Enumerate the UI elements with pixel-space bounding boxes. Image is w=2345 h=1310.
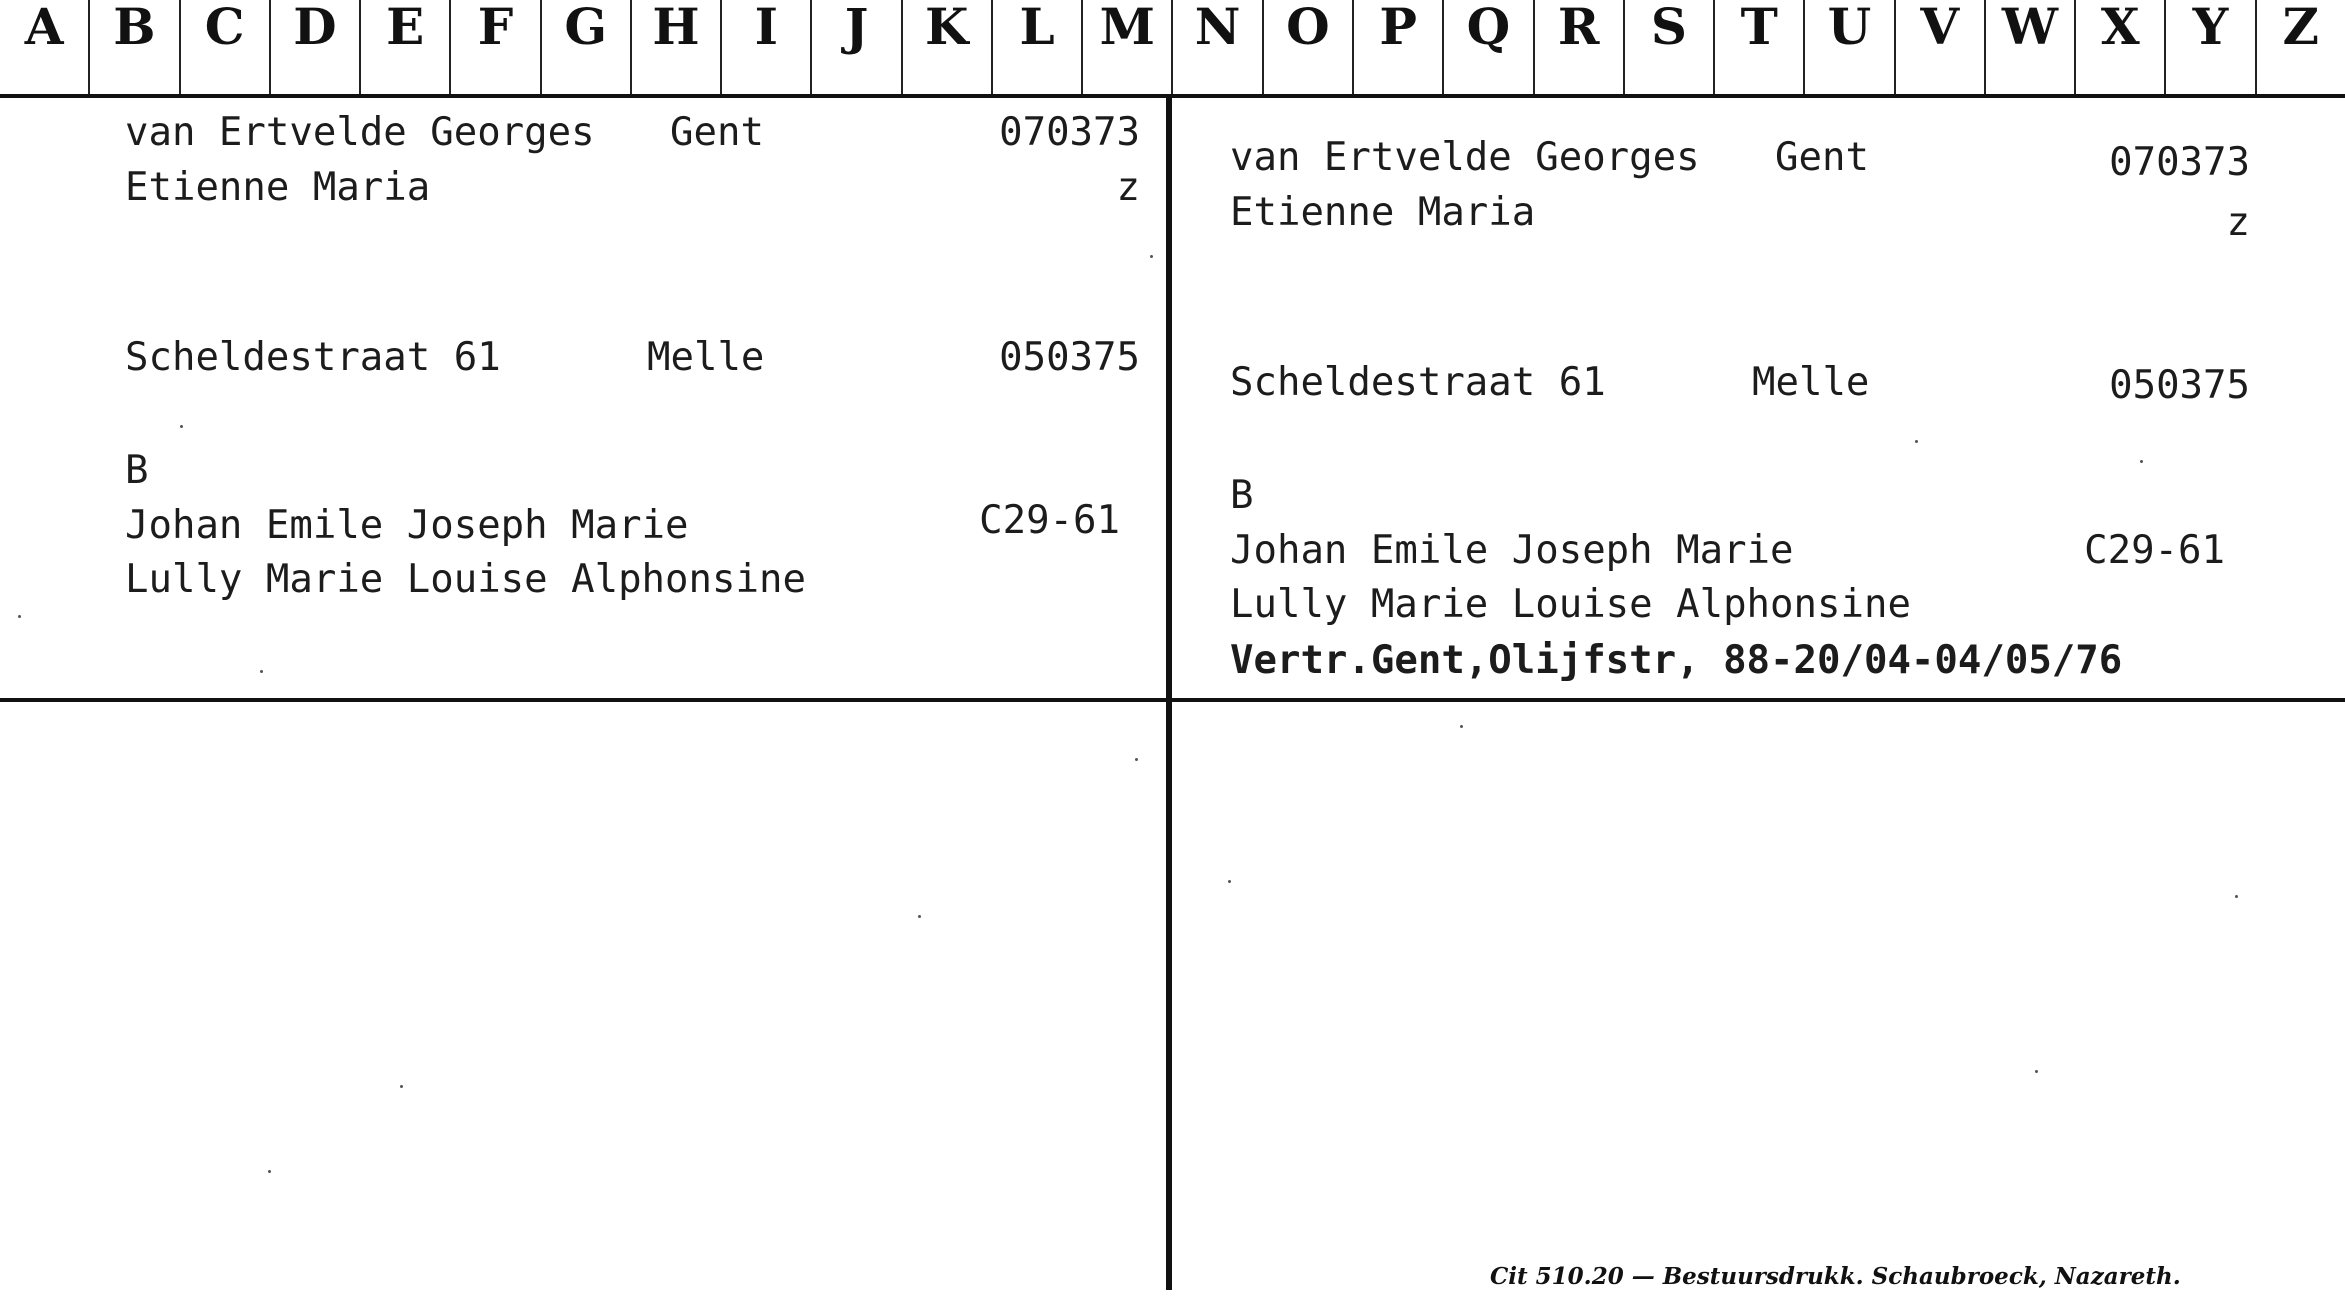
- left-name-line: van Ertvelde Georges: [125, 110, 595, 155]
- scan-speck: [2235, 895, 2238, 898]
- index-letter-g[interactable]: G: [540, 0, 630, 94]
- index-letter-j[interactable]: J: [810, 0, 900, 94]
- index-letter-w[interactable]: W: [1984, 0, 2074, 94]
- index-letter-u[interactable]: U: [1803, 0, 1893, 94]
- left-reference: C29-61: [979, 498, 1120, 543]
- index-letter-f[interactable]: F: [449, 0, 539, 94]
- right-reference: C29-61: [2084, 528, 2225, 573]
- index-letter-e[interactable]: E: [359, 0, 449, 94]
- left-record-card: [125, 105, 1145, 665]
- index-letter-n[interactable]: N: [1171, 0, 1261, 94]
- scan-speck: [1135, 758, 1138, 761]
- scan-speck: [260, 670, 263, 673]
- index-letter-c[interactable]: C: [179, 0, 269, 94]
- scan-speck: [1228, 880, 1231, 883]
- scan-speck: [1915, 440, 1918, 443]
- index-letter-r[interactable]: R: [1533, 0, 1623, 94]
- right-code-top: 070373: [2109, 140, 2250, 185]
- right-given-names: Etienne Maria: [1230, 190, 1536, 235]
- scan-speck: [1460, 725, 1463, 728]
- left-code-address: 050375: [999, 335, 1140, 380]
- index-letter-v[interactable]: V: [1894, 0, 1984, 94]
- left-father: Johan Emile Joseph Marie: [125, 503, 689, 548]
- left-mother: Lully Marie Louise Alphonsine: [125, 557, 806, 602]
- scan-speck: [2035, 1070, 2038, 1073]
- index-letter-z[interactable]: Z: [2255, 0, 2345, 94]
- right-record-card: [1230, 130, 2250, 690]
- scan-speck: [18, 615, 21, 618]
- scan-speck: [268, 1170, 271, 1173]
- right-father: Johan Emile Joseph Marie: [1230, 528, 1794, 573]
- left-code-top: 070373: [999, 110, 1140, 155]
- index-letter-b[interactable]: B: [88, 0, 178, 94]
- scan-speck: [1150, 255, 1153, 258]
- index-letter-h[interactable]: H: [630, 0, 720, 94]
- index-letter-k[interactable]: K: [901, 0, 991, 94]
- index-letter-d[interactable]: D: [269, 0, 359, 94]
- vertical-divider: [1166, 98, 1172, 1290]
- scan-speck: [400, 1085, 403, 1088]
- scan-speck: [2140, 460, 2143, 463]
- left-address: Scheldestraat 61: [125, 335, 501, 380]
- index-letter-m[interactable]: M: [1081, 0, 1171, 94]
- right-address: Scheldestraat 61: [1230, 360, 1606, 405]
- left-given-names: Etienne Maria: [125, 165, 431, 210]
- scan-speck: [918, 915, 921, 918]
- right-birthplace: Gent: [1775, 135, 1869, 180]
- index-letter-s[interactable]: S: [1623, 0, 1713, 94]
- printer-imprint: Cit 510.20 — Bestuursdrukk. Schaubroeck, Nazareth.: [1490, 1263, 2181, 1290]
- index-letter-p[interactable]: P: [1352, 0, 1442, 94]
- right-city: Melle: [1752, 360, 1870, 405]
- index-letter-y[interactable]: Y: [2164, 0, 2254, 94]
- left-birthplace: Gent: [670, 110, 764, 155]
- right-departure-note: Vertr.Gent,Olijfstr, 88-20/04-04/05/76: [1230, 638, 2123, 683]
- index-letter-t[interactable]: T: [1713, 0, 1803, 94]
- right-mother: Lully Marie Louise Alphonsine: [1230, 582, 1911, 627]
- right-category: B: [1230, 473, 1254, 518]
- left-category: B: [125, 448, 149, 493]
- horizontal-divider: [0, 698, 2345, 702]
- right-name-line: van Ertvelde Georges: [1230, 135, 1700, 180]
- left-city: Melle: [647, 335, 765, 380]
- index-letter-o[interactable]: O: [1262, 0, 1352, 94]
- alphabet-index-strip: [0, 0, 2345, 98]
- index-letter-i[interactable]: I: [720, 0, 810, 94]
- scan-speck: [180, 425, 183, 428]
- index-letter-l[interactable]: L: [991, 0, 1081, 94]
- left-marker: z: [1116, 165, 1140, 210]
- index-letter-a[interactable]: A: [24, 0, 64, 56]
- right-code-address: 050375: [2109, 363, 2250, 408]
- index-letter-q[interactable]: Q: [1442, 0, 1532, 94]
- index-letter-x[interactable]: X: [2074, 0, 2164, 94]
- right-marker: z: [2226, 200, 2250, 245]
